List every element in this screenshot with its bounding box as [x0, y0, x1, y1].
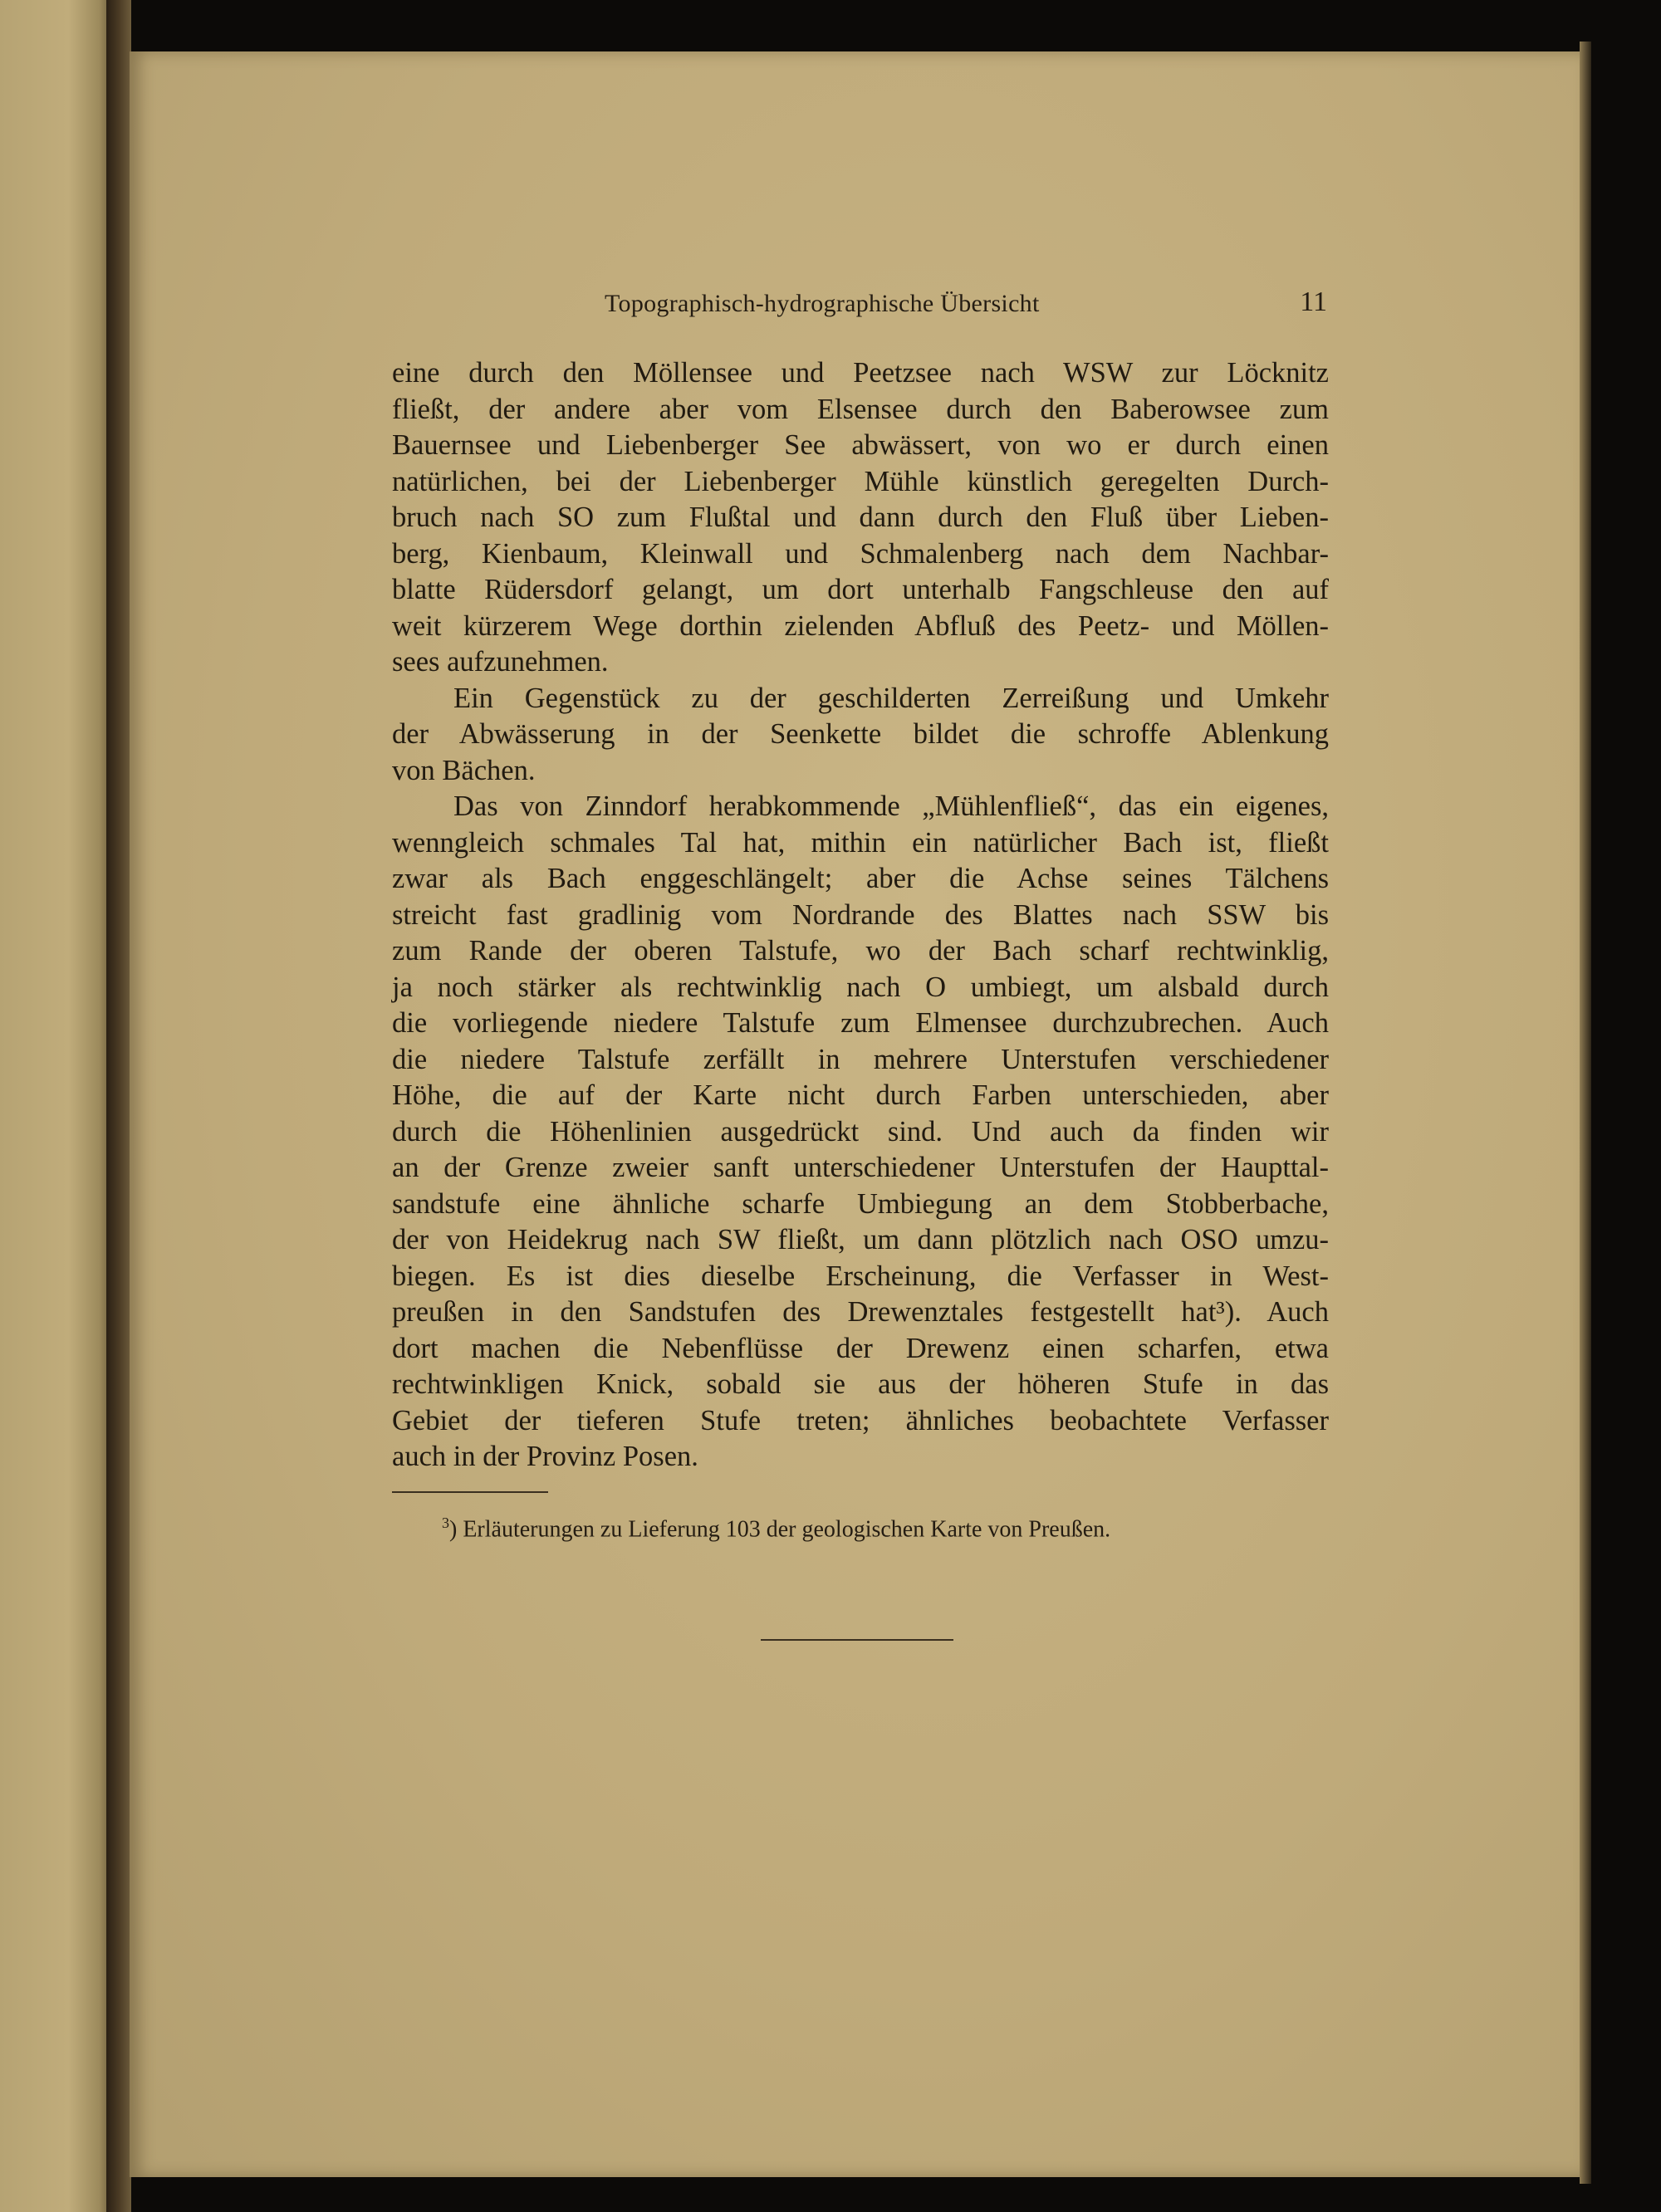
text-line: blatte Rüdersdorf gelangt, um dort unterhalb Fangschleuse den auf	[392, 574, 1329, 605]
paragraph	[392, 681, 1329, 790]
text-line: eine durch den Möllensee und Peetzsee nach WSW zur Löcknitz	[392, 357, 1329, 389]
paragraph	[392, 355, 1329, 681]
body-text	[392, 355, 1329, 1475]
text-line: bruch nach SO zum Flußtal und dann durch den Fluß über Lieben-	[392, 502, 1329, 533]
text-line: sandstufe eine ähnliche scharfe Umbiegung an dem Stobberbache,	[392, 1187, 1329, 1220]
text-line: auch in der Provinz Posen.	[392, 1441, 698, 1472]
text-line: an der Grenze zweier sanft unterschiedener Unterstufen der Haupttal-	[392, 1152, 1329, 1183]
text-line: die niedere Talstufe zerfällt in mehrere Unterstufen verschiedener	[392, 1043, 1329, 1075]
paragraph	[392, 789, 1329, 1475]
text-line: sees aufzunehmen.	[392, 646, 609, 678]
end-of-text-rule	[761, 1639, 953, 1641]
text-line: der Abwässerung in der Seenkette bildet die schroffe Ablenkung	[392, 718, 1329, 750]
text-line: von Bächen.	[392, 754, 536, 786]
text-line: zum Rande der oberen Talstufe, wo der Bach scharf rechtwinklig,	[392, 935, 1329, 967]
text-line: fließt, der andere aber vom Elsensee durch den Baberowsee zum	[392, 393, 1329, 425]
footnote-marker: 3	[442, 1515, 449, 1531]
right-page-edge	[1580, 42, 1591, 2184]
text-line: biegen. Es ist dies dieselbe Erscheinung, die Verfasser in West-	[392, 1260, 1329, 1292]
text-line: die vorliegende niedere Talstufe zum Elmensee durchzubrechen. Auch	[392, 1007, 1329, 1039]
text-line: preußen in den Sandstufen des Drewenztales festgestellt hat³). Auch	[392, 1296, 1329, 1328]
text-line: durch die Höhenlinien ausgedrückt sind. Und auch da finden wir	[392, 1115, 1329, 1148]
text-line: rechtwinkligen Knick, sobald sie aus der höheren Stufe in das	[392, 1368, 1329, 1400]
book-gutter	[106, 0, 131, 2212]
footnote-divider	[392, 1491, 548, 1493]
running-header	[605, 286, 1327, 323]
text-line: Bauernsee und Liebenberger See abwässert, von wo er durch einen	[392, 429, 1329, 461]
text-line: Das von Zinndorf herabkommende „Mühlenfließ“, das ein eigenes,	[453, 790, 1329, 822]
text-line: Ein Gegenstück zu der geschilderten Zerreißung und Umkehr	[453, 682, 1329, 714]
text-line: natürlichen, bei der Liebenberger Mühle künstlich geregelten Durch-	[392, 465, 1329, 497]
header-title: Topographisch-hydrographische Übersicht	[605, 290, 1040, 317]
text-line: ja noch stärker als rechtwinklig nach O umbiegt, um alsbald durch	[392, 971, 1329, 1003]
text-line: berg, Kienbaum, Kleinwall und Schmalenberg nach dem Nachbar-	[392, 537, 1329, 570]
text-line: der von Heidekrug nach SW fließt, um dann plötzlich nach OSO umzu-	[392, 1224, 1329, 1255]
footnote-text: ) Erläuterungen zu Lieferung 103 der geologischen Karte von Preußen.	[449, 1516, 1111, 1543]
text-line: wenngleich schmales Tal hat, mithin ein natürlicher Bach ist, fließt	[392, 826, 1329, 859]
text-line: dort machen die Nebenflüsse der Drewenz einen scharfen, etwa	[392, 1332, 1329, 1364]
text-line: Höhe, die auf der Karte nicht durch Farben unterschieden, aber	[392, 1079, 1329, 1111]
text-line: weit kürzerem Wege dorthin zielenden Abfluß des Peetz- und Möllen-	[392, 609, 1329, 642]
text-line: zwar als Bach enggeschlängelt; aber die Achse seines Tälchens	[392, 863, 1329, 894]
text-line: streicht fast gradlinig vom Nordrande des Blattes nach SSW bis	[392, 898, 1329, 931]
page-number: 11	[1300, 286, 1327, 317]
text-line: Gebiet der tieferen Stufe treten; ähnliches beobachtete Verfasser	[392, 1404, 1329, 1436]
footnote	[442, 1508, 1330, 1544]
